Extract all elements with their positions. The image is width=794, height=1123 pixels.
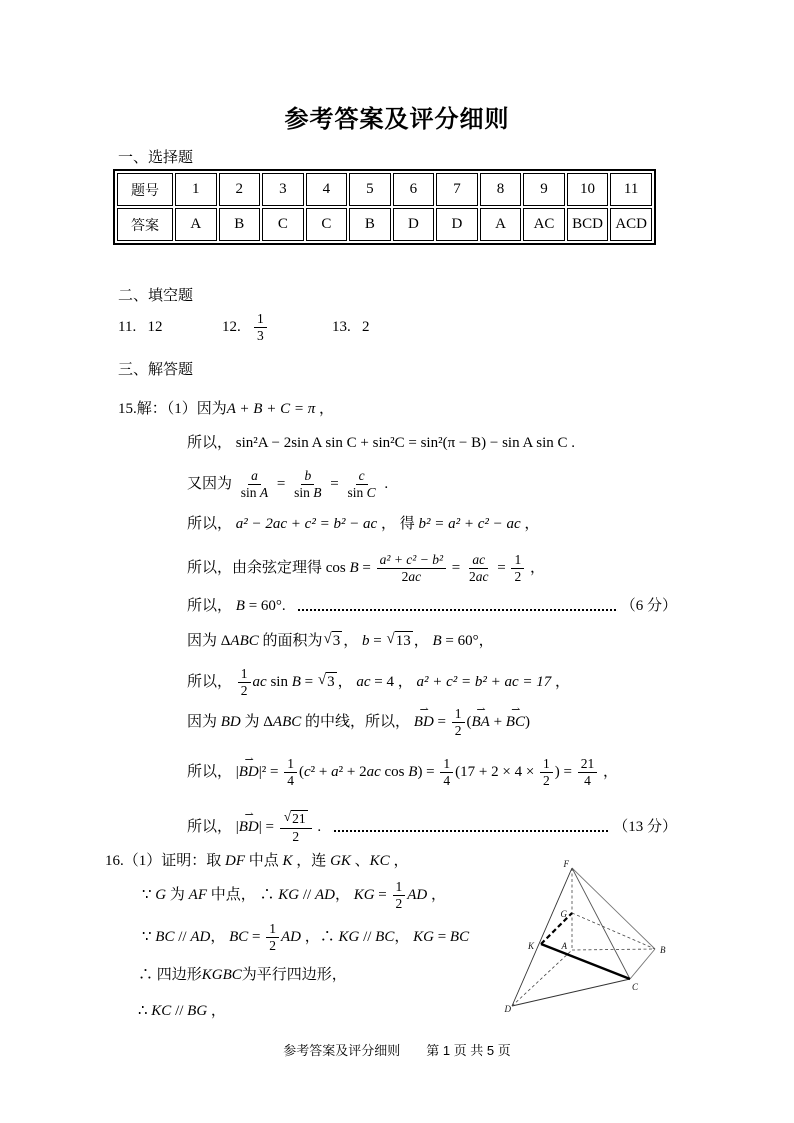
solution-15-line-4: 所以， a² − 2ac + c² = b² − ac ， 得 b² = a² + c² − ac ， xyxy=(187,515,540,532)
fill-answer-12: 12. $\frac{1}{3}$ xyxy=(222,306,269,348)
table-cell: A xyxy=(480,208,522,241)
choice-answer-table xyxy=(113,169,656,245)
edge-FC xyxy=(572,868,630,979)
solution-15-line-7: 因为 Δ ABC 的面积为 √ 3 ， b = √ 13 ， B = 60°， xyxy=(187,631,494,650)
table-cell: AC xyxy=(523,208,565,241)
edge-DA-dashed xyxy=(512,950,572,1006)
vertex-label-K: K xyxy=(527,941,534,951)
solution-16-line-2: ∵ G 为 AF 中点， ∴ KG // AD ， KG = $\frac{1}{2}$ AD ， xyxy=(142,878,447,911)
table-cell: 1 xyxy=(175,173,217,206)
vertex-label-A: A xyxy=(561,941,567,951)
solution-15-line-2: 所以， sin²A − 2sin A sin C + sin²C = sin²(π − B) − sin A sin C . xyxy=(187,434,576,451)
solution-15-line-5: 所以，由余弦定理得 cos B = a² + c² − b² 2 ac = ac 2 ac = $\frac{1}{2}$ ， xyxy=(187,551,545,584)
table-cell: 10 xyxy=(567,173,609,206)
table-cell: 2 xyxy=(219,173,261,206)
solution-16-line-1: 16.（1）证明：取 DF 中点 K ，连 GK 、 KC ， xyxy=(105,852,409,869)
edge-AB-dashed xyxy=(572,949,655,950)
table-cell: D xyxy=(436,208,478,241)
table-cell: ACD xyxy=(610,208,652,241)
fill-answer-13: 13. 2 xyxy=(332,318,370,335)
vertex-label-B: B xyxy=(660,945,666,955)
edge-CB xyxy=(630,949,655,979)
solution-15-line-9: 因为 BD 为 Δ ABC 的中线，所以， ⇀ BD = $\frac{1}{2}$ ( ⇀ BA + ⇀ BC ) xyxy=(187,704,530,738)
vertex-label-C: C xyxy=(632,982,639,992)
table-cell: 5 xyxy=(349,173,391,206)
solution-16-line-3: ∵ BC // AD ， BC = $\frac{1}{2}$ AD ，∴ KG // BC ， KG = BC xyxy=(142,920,470,953)
edge-FB xyxy=(572,868,655,949)
table-cell: B xyxy=(219,208,261,241)
page-title: 参考答案及评分细则 xyxy=(284,107,510,133)
solution-16-line-4: ∴ 四边形 KGBC 为平行四边形， xyxy=(138,966,347,983)
table-cell: 4 xyxy=(306,173,348,206)
figure-16-svg xyxy=(503,857,681,1019)
table-cell: 11 xyxy=(610,173,652,206)
solution-15-line-3: 又因为 a sin A = b sin B = c sin C . xyxy=(187,467,389,500)
table-row-answers xyxy=(117,208,652,241)
table-cell: B xyxy=(349,208,391,241)
table-cell: 9 xyxy=(523,173,565,206)
solution-15-line-8: 所以， $\frac{1}{2}$ ac sin B = √ 3 ， ac = 4 ， a² + c² = b² + ac = 17 ， xyxy=(187,665,571,698)
table-row-numbers xyxy=(117,173,652,206)
figure-16-tetrahedron xyxy=(503,857,681,1019)
table-cell: 8 xyxy=(480,173,522,206)
table-cell: C xyxy=(306,208,348,241)
table-header-answer: 答案 xyxy=(117,208,173,241)
solution-16-line-5: ∴ KC // BG ， xyxy=(138,1002,226,1019)
vertex-label-D: D xyxy=(504,1004,511,1014)
edge-DC xyxy=(512,979,630,1006)
vertex-label-F: F xyxy=(563,859,569,869)
edge-FD xyxy=(512,868,572,1006)
table-cell: D xyxy=(393,208,435,241)
edge-GB-dashed xyxy=(572,913,655,949)
table-cell: BCD xyxy=(567,208,609,241)
section-heading-fill: 二、填空题 xyxy=(118,288,194,304)
vertex-label-G: G xyxy=(560,909,567,919)
page-footer: 参考答案及评分细则 第 1 页 共 5 页 xyxy=(283,1043,511,1058)
section-heading-solutions: 三、解答题 xyxy=(118,362,194,378)
table-cell: 3 xyxy=(262,173,304,206)
table-cell: C xyxy=(262,208,304,241)
fill-answer-11: 11. 12 xyxy=(118,318,163,335)
table-header-question-no: 题号 xyxy=(117,173,173,206)
solution-15-line-1: 15.解：（1）因为 A + B + C = π ， xyxy=(118,400,334,417)
solution-15-line-11: 所以， | ⇀ BD | = √ 21 2 . （13 分） xyxy=(187,808,677,844)
section-heading-choice: 一、选择题 xyxy=(118,150,194,166)
table-cell: 6 xyxy=(393,173,435,206)
solution-15-line-10: 所以， | ⇀ BD |² = $\frac{1}{4}$ ( c ² + a ² + 2 ac cos B ) = $\frac{1}{4}$ (17 + 2 × 4 × $\frac{1}{2}$ ) = $\frac{21}{4}$ ， xyxy=(187,754,619,788)
solution-15-line-6: 所以， B = 60°. （6 分） xyxy=(187,597,677,614)
table-cell: A xyxy=(175,208,217,241)
table-cell: 7 xyxy=(436,173,478,206)
